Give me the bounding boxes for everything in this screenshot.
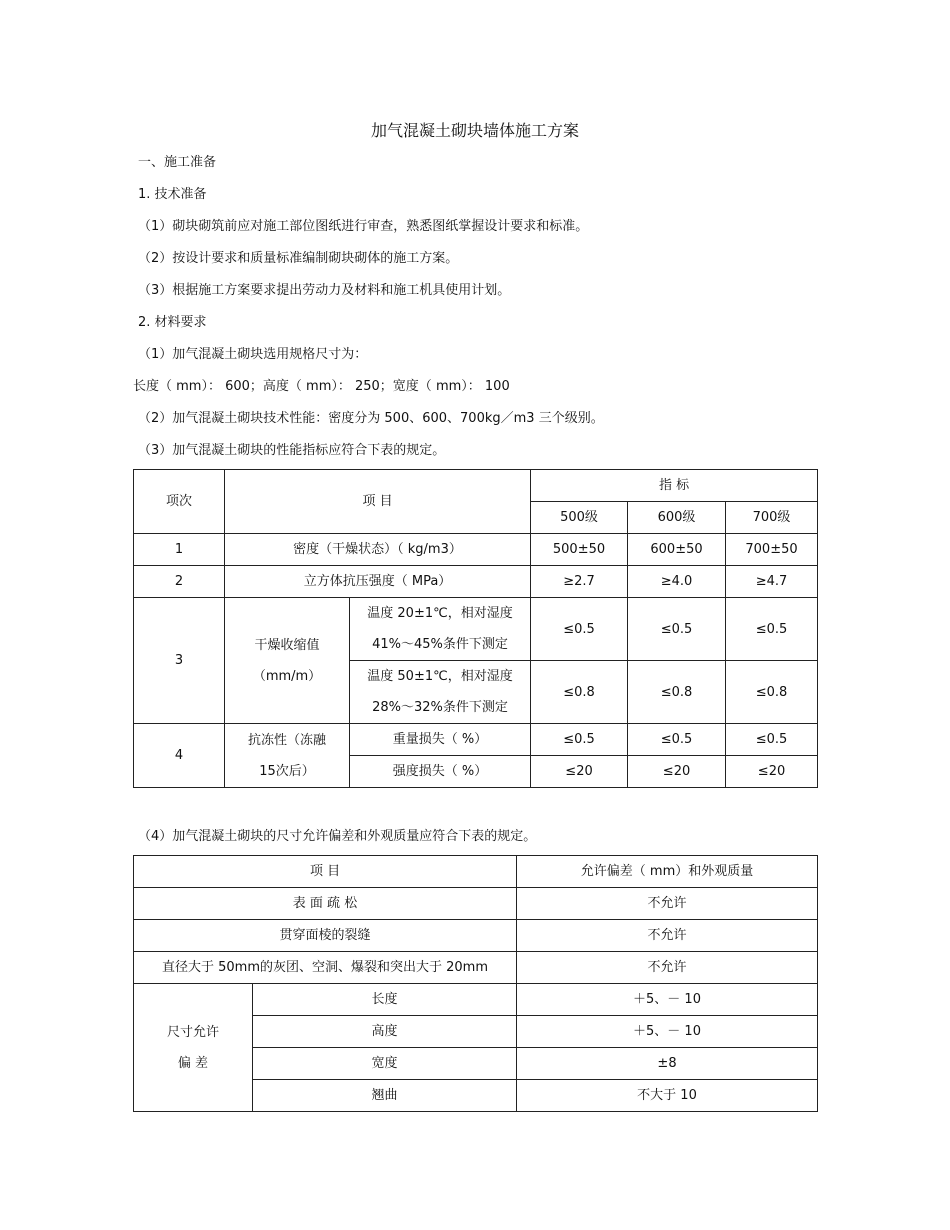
table-cell: ≤0.8 (628, 661, 726, 724)
document-title: 加气混凝土砌块墙体施工方案 (370, 121, 579, 140)
table-cell: ＋5、－ 10 (517, 984, 818, 1016)
header-index: 指 标 (531, 470, 818, 502)
table-cell: 不允许 (517, 952, 818, 984)
table-cell: 700±50 (726, 534, 818, 566)
paragraph: （4）加气混凝土砌块的尺寸允许偏差和外观质量应符合下表的规定。 (138, 829, 537, 844)
table-cell: 贯穿面棱的裂缝 (134, 920, 517, 952)
table-cell: 强度损失（ %） (350, 756, 531, 788)
table-cell: ≤0.5 (531, 598, 628, 661)
table-cell: 600±50 (628, 534, 726, 566)
header-seq: 项次 (134, 470, 225, 534)
cell-line: 41%～45%条件下测定 (372, 637, 508, 652)
table-cell: 宽度 (253, 1048, 517, 1080)
table-cell: ±8 (517, 1048, 818, 1080)
table-cell: 不允许 (517, 920, 818, 952)
table-cell: 表 面 疏 松 (134, 888, 517, 920)
paragraph: 长度（ mm）： 600；高度（ mm）： 250；宽度（ mm）： 100 (133, 379, 510, 394)
subsection-heading: 2. 材料要求 (138, 315, 207, 330)
cell-line: （mm/m） (252, 668, 322, 684)
cell-line: 15次后） (259, 763, 315, 779)
table-cell: 不允许 (517, 888, 818, 920)
table-cell: ≤0.5 (628, 724, 726, 756)
table-cell: 重量损失（ %） (350, 724, 531, 756)
table-cell: 直径大于 50mm的灰团、空洞、爆裂和突出大于 20mm (134, 952, 517, 984)
grade-600: 600级 (628, 502, 726, 534)
header-item: 项 目 (134, 856, 517, 888)
grade-500: 500级 (531, 502, 628, 534)
cell-line: 偏 差 (177, 1055, 209, 1071)
table-cell: 高度 (253, 1016, 517, 1048)
cell-line: 干燥收缩值 (254, 637, 320, 653)
table-cell: 密度（干燥状态）（ kg/m3） (225, 534, 531, 566)
paragraph: （1）砌块砌筑前应对施工部位图纸进行审查，熟悉图纸掌握设计要求和标准。 (138, 219, 589, 234)
table-cell: 1 (134, 534, 225, 566)
table-cell: 2 (134, 566, 225, 598)
table-cell: 翘曲 (253, 1080, 517, 1112)
table-cell: ＋5、－ 10 (517, 1016, 818, 1048)
subsection-heading: 1. 技术准备 (138, 187, 207, 202)
cell-line: 尺寸允许 (166, 1024, 219, 1040)
paragraph: （1）加气混凝土砌块选用规格尺寸为： (138, 347, 368, 362)
section-heading: 一、施工准备 (138, 155, 217, 170)
grade-700: 700级 (726, 502, 818, 534)
table-cell: ≤0.5 (726, 598, 818, 661)
cell-line: 温度 50±1℃，相对湿度 (367, 669, 513, 684)
table-cell (225, 724, 350, 788)
paragraph: （3）根据施工方案要求提出劳动力及材料和施工机具使用计划。 (138, 283, 511, 298)
table-cell: 立方体抗压强度（ MPa） (225, 566, 531, 598)
tolerance-table (133, 855, 818, 1112)
table-cell: ≥4.7 (726, 566, 818, 598)
paragraph: （2）按设计要求和质量标准编制砌块砌体的施工方案。 (138, 251, 459, 266)
table-cell: ≤0.5 (726, 724, 818, 756)
table-cell: 长度 (253, 984, 517, 1016)
header-item: 项 目 (225, 470, 531, 534)
table-cell (350, 598, 531, 661)
table-cell (350, 661, 531, 724)
table-cell (134, 984, 253, 1112)
table-cell: 500±50 (531, 534, 628, 566)
table-cell: ≥2.7 (531, 566, 628, 598)
performance-table (133, 469, 818, 788)
table-cell: ≤0.5 (628, 598, 726, 661)
table-cell: ≥4.0 (628, 566, 726, 598)
table-cell: 3 (134, 598, 225, 724)
paragraph: （2）加气混凝土砌块技术性能：密度分为 500、600、700kg／m3 三个级别。 (138, 411, 604, 426)
table-cell: ≤20 (531, 756, 628, 788)
cell-line: 抗冻性（冻融 (247, 732, 326, 748)
table-cell: ≤0.5 (531, 724, 628, 756)
table-cell: ≤20 (628, 756, 726, 788)
paragraph: （3）加气混凝土砌块的性能指标应符合下表的规定。 (138, 443, 446, 458)
table-cell (225, 598, 350, 724)
table-cell: ≤0.8 (531, 661, 628, 724)
header-value: 允许偏差（ mm）和外观质量 (517, 856, 818, 888)
cell-line: 28%～32%条件下测定 (372, 700, 508, 715)
table-cell: 不大于 10 (517, 1080, 818, 1112)
cell-line: 温度 20±1℃，相对湿度 (367, 606, 513, 621)
table-cell: 4 (134, 724, 225, 788)
table-cell: ≤0.8 (726, 661, 818, 724)
table-cell: ≤20 (726, 756, 818, 788)
